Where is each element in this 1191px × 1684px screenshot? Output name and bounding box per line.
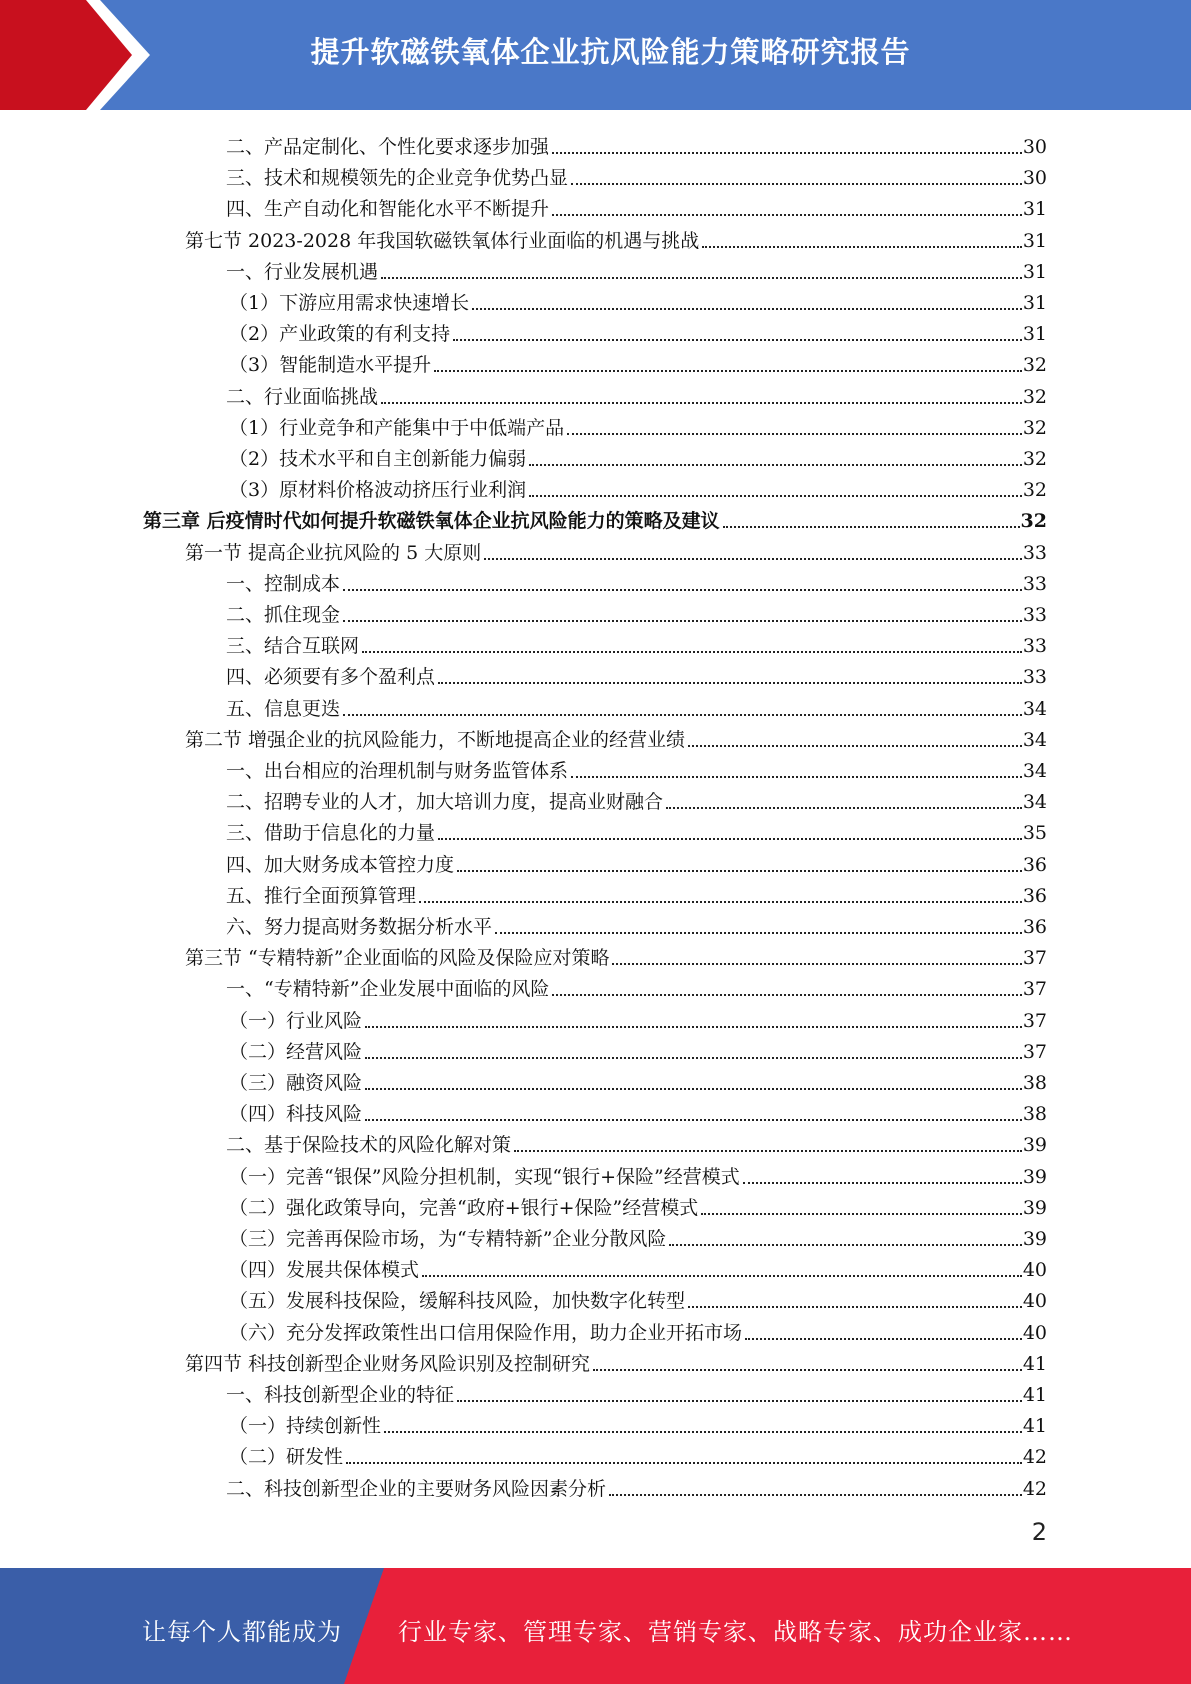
toc-entry-page: 38 <box>1022 1103 1047 1126</box>
toc-entry-page: 40 <box>1022 1321 1047 1344</box>
toc-leader-dots <box>609 1494 1022 1496</box>
toc-entry-page: 42 <box>1022 1477 1047 1500</box>
toc-entry-title: （三）融资风险 <box>229 1072 363 1094</box>
toc-leader-dots <box>438 682 1022 684</box>
toc-entry[interactable] <box>226 752 1047 783</box>
toc-entry-title: 四、生产自动化和智能化水平不断提升 <box>226 198 550 221</box>
toc-entry[interactable] <box>229 1064 1047 1095</box>
toc-leader-dots <box>666 807 1022 809</box>
toc-entry-title: （1）行业竞争和产能集中于中低端产品 <box>229 416 565 439</box>
toc-leader-dots <box>381 402 1022 404</box>
toc-entry-title: 第三节 “专精特新”企业面临的风险及保险应对策略 <box>185 947 610 970</box>
toc-entry[interactable] <box>229 284 1047 315</box>
toc-leader-dots <box>552 994 1021 996</box>
toc-entry-title: 二、科技创新型企业的主要财务风险因素分析 <box>226 1477 607 1500</box>
toc-entry-page: 31 <box>1022 198 1047 221</box>
toc-leader-dots <box>552 152 1022 154</box>
toc-leader-dots <box>567 433 1022 435</box>
toc-entry[interactable] <box>226 378 1047 409</box>
toc-leader-dots <box>453 339 1022 341</box>
toc-leader-dots <box>343 589 1022 591</box>
toc-leader-dots <box>422 1275 1022 1277</box>
toc-entry-title: 四、必须要有多个盈利点 <box>226 666 436 689</box>
toc-entry-page: 41 <box>1022 1352 1047 1375</box>
toc-leader-dots <box>365 1026 1022 1028</box>
toc-leader-dots <box>702 246 1022 248</box>
footer-slogan-right: 行业专家、管理专家、营销专家、战略专家、成功企业家…… <box>398 1618 1073 1646</box>
toc-entry-page: 32 <box>1022 354 1047 377</box>
toc-leader-dots <box>365 1057 1022 1059</box>
toc-entry-page: 33 <box>1022 635 1047 658</box>
toc-entry[interactable] <box>229 1251 1047 1282</box>
toc-entry-title: （2）产业政策的有利支持 <box>229 323 451 346</box>
toc-entry[interactable] <box>229 1220 1047 1251</box>
toc-entry-title: 第二节 增强企业的抗风险能力，不断地提高企业的经营业绩 <box>185 728 686 751</box>
toc-leader-dots <box>457 1400 1022 1402</box>
toc-entry-page: 37 <box>1022 1040 1047 1063</box>
toc-entry-title: （二）研发性 <box>229 1446 344 1469</box>
toc-entry-page: 40 <box>1022 1259 1047 1282</box>
toc-entry-title: 六、努力提高财务数据分析水平 <box>226 916 493 938</box>
toc-entry-title: 二、招聘专业的人才，加大培训力度，提高业财融合 <box>226 791 664 814</box>
toc-leader-dots <box>457 870 1022 872</box>
toc-leader-dots <box>571 776 1022 778</box>
toc-entry[interactable] <box>229 1189 1047 1220</box>
toc-entry[interactable] <box>229 471 1047 502</box>
toc-entry[interactable] <box>229 1438 1047 1469</box>
toc-entry-page: 38 <box>1022 1072 1047 1094</box>
toc-entry-title: （二）强化政策导向，完善“政府+银行+保险”经营模式 <box>229 1196 699 1219</box>
toc-entry-title: 第三章 后疫情时代如何提升软磁铁氧体企业抗风险能力的策略及建议 <box>143 510 720 533</box>
toc-entry-title: 三、结合互联网 <box>226 635 360 658</box>
toc-entry-page: 34 <box>1022 728 1047 751</box>
toc-entry-page: 33 <box>1022 572 1047 595</box>
toc-entry-page: 36 <box>1022 916 1047 938</box>
toc-entry[interactable] <box>226 658 1047 689</box>
toc-entry-page: 39 <box>1022 1134 1047 1157</box>
report-title: 提升软磁铁氧体企业抗风险能力策略研究报告 <box>310 35 911 69</box>
toc-entry[interactable] <box>226 128 1047 159</box>
toc-entry[interactable] <box>185 534 1047 565</box>
toc-entry[interactable] <box>229 1407 1047 1438</box>
toc-entry-title: （3）原材料价格波动挤压行业利润 <box>229 479 527 502</box>
toc-leader-dots <box>419 901 1022 903</box>
toc-entry[interactable] <box>185 222 1047 253</box>
toc-leader-dots <box>472 308 1022 310</box>
toc-entry-page: 32 <box>1022 479 1047 502</box>
toc-entry[interactable] <box>226 783 1047 814</box>
toc-leader-dots <box>688 745 1022 747</box>
toc-leader-dots <box>346 1462 1022 1464</box>
page-header <box>0 0 1191 110</box>
toc-entry[interactable] <box>229 440 1047 471</box>
toc-leader-dots <box>571 183 1022 185</box>
toc-entry-page: 41 <box>1022 1415 1047 1438</box>
toc-entry-page: 35 <box>1022 822 1047 845</box>
toc-entry-page: 33 <box>1022 541 1047 564</box>
toc-entry-page: 32 <box>1022 416 1047 439</box>
toc-entry-title: （六）充分发挥政策性出口信用保险作用，助力企业开拓市场 <box>229 1321 743 1344</box>
toc-entry-page: 39 <box>1022 1228 1047 1250</box>
toc-entry[interactable] <box>226 846 1047 877</box>
toc-entry-page: 31 <box>1022 323 1047 346</box>
toc-entry[interactable] <box>226 565 1047 596</box>
toc-entry[interactable] <box>143 502 1047 533</box>
toc-entry-title: （四）科技风险 <box>229 1103 363 1126</box>
toc-entry-title: 二、基于保险技术的风险化解对策 <box>226 1134 512 1157</box>
toc-leader-dots <box>529 464 1022 466</box>
toc-entry-title: 一、行业发展机遇 <box>226 260 379 283</box>
toc-entry-page: 30 <box>1022 136 1047 158</box>
toc-entry-page: 32 <box>1022 448 1047 470</box>
toc-entry-title: （三）完善再保险市场，为“专精特新”企业分散风险 <box>229 1228 667 1250</box>
toc-entry-page: 37 <box>1022 1009 1047 1032</box>
toc-entry-page: 32 <box>1020 510 1047 533</box>
toc-leader-dots <box>612 963 1021 965</box>
toc-entry-title: 三、技术和规模领先的企业竞争优势凸显 <box>226 167 569 190</box>
toc-entry[interactable] <box>226 253 1047 284</box>
toc-leader-dots <box>362 651 1022 653</box>
toc-entry-title: （二）经营风险 <box>229 1040 363 1063</box>
toc-entry-title: 一、科技创新型企业的特征 <box>226 1384 455 1406</box>
toc-entry[interactable] <box>226 690 1047 721</box>
toc-entry-page: 33 <box>1022 604 1047 626</box>
toc-entry[interactable] <box>226 814 1047 845</box>
toc-entry-title: 五、推行全面预算管理 <box>226 884 417 907</box>
toc-leader-dots <box>701 1213 1022 1215</box>
toc-entry-title: （3）智能制造水平提升 <box>229 354 432 377</box>
toc-entry-page: 34 <box>1022 791 1047 814</box>
toc-leader-dots <box>745 1338 1022 1340</box>
toc-entry-title: 第七节 2023-2028 年我国软磁铁氧体行业面临的机遇与挑战 <box>185 229 700 252</box>
toc-entry[interactable] <box>226 190 1047 221</box>
toc-entry-page: 40 <box>1022 1290 1047 1313</box>
toc-entry-title: 三、借助于信息化的力量 <box>226 822 436 845</box>
toc-entry-page: 30 <box>1022 167 1047 190</box>
toc-entry[interactable] <box>226 627 1047 658</box>
toc-entry-title: （1）下游应用需求快速增长 <box>229 292 470 314</box>
toc-entry[interactable] <box>185 939 1047 970</box>
toc-entry-title: 四、加大财务成本管控力度 <box>226 853 455 876</box>
toc-entry[interactable] <box>226 1376 1047 1407</box>
toc-entry[interactable] <box>229 315 1047 346</box>
toc-leader-dots <box>593 1369 1022 1371</box>
page-footer <box>0 1568 1191 1684</box>
toc-entry-title: （四）发展共保体模式 <box>229 1259 420 1282</box>
toc-leader-dots <box>495 932 1022 934</box>
toc-leader-dots <box>365 1088 1022 1090</box>
toc-entry-page: 34 <box>1022 760 1047 782</box>
toc-entry-title: 二、抓住现金 <box>226 604 341 626</box>
toc-entry-page: 41 <box>1022 1384 1047 1406</box>
toc-entry-page: 36 <box>1022 853 1047 876</box>
toc-entry[interactable] <box>226 877 1047 908</box>
toc-leader-dots <box>381 277 1022 279</box>
toc-entry[interactable] <box>229 1282 1047 1313</box>
toc-entry[interactable] <box>226 1126 1047 1157</box>
toc-entry-title: 二、行业面临挑战 <box>226 385 379 408</box>
toc-entry[interactable] <box>229 346 1047 377</box>
toc-entry-page: 34 <box>1022 697 1047 720</box>
toc-entry[interactable] <box>229 1033 1047 1064</box>
toc-entry-page: 31 <box>1022 260 1047 283</box>
toc-entry-page: 32 <box>1022 385 1047 408</box>
toc-entry-title: 一、出台相应的治理机制与财务监管体系 <box>226 760 569 782</box>
toc-entry[interactable] <box>229 1095 1047 1126</box>
toc-leader-dots <box>529 495 1022 497</box>
toc-entry-title: （一）行业风险 <box>229 1009 363 1032</box>
toc-entry-page: 33 <box>1022 666 1047 689</box>
toc-leader-dots <box>365 1119 1022 1121</box>
toc-entry[interactable] <box>226 970 1047 1001</box>
toc-leader-dots <box>552 214 1022 216</box>
toc-entry-page: 37 <box>1022 978 1047 1001</box>
toc-leader-dots <box>484 558 1022 560</box>
toc-leader-dots <box>438 838 1022 840</box>
toc-entry-title: （2）技术水平和自主创新能力偏弱 <box>229 448 527 470</box>
toc-entry[interactable] <box>226 908 1047 939</box>
toc-entry[interactable] <box>226 159 1047 190</box>
toc-leader-dots <box>514 1150 1022 1152</box>
toc-leader-dots <box>688 1306 1022 1308</box>
toc-entry-page: 31 <box>1022 292 1047 314</box>
footer-slogan-left: 让每个人都能成为 <box>142 1618 342 1646</box>
toc-entry[interactable] <box>229 1158 1047 1189</box>
toc-entry[interactable] <box>226 1470 1047 1501</box>
toc-leader-dots <box>723 526 1020 528</box>
toc-entry-page: 36 <box>1022 884 1047 907</box>
toc-entry-title: 第一节 提高企业抗风险的 5 大原则 <box>185 541 482 564</box>
toc-entry-title: （一）持续创新性 <box>229 1415 382 1438</box>
toc-leader-dots <box>743 1182 1022 1184</box>
toc-entry-title: 一、“专精特新”企业发展中面临的风险 <box>226 978 550 1001</box>
toc-leader-dots <box>384 1431 1022 1433</box>
page-number: 2 <box>1031 1518 1047 1546</box>
toc-entry-title: （一）完善“银保”风险分担机制，实现“银行+保险”经营模式 <box>229 1165 740 1188</box>
toc-entry-title: 五、信息更迭 <box>226 697 341 720</box>
toc-entry-title: 二、产品定制化、个性化要求逐步加强 <box>226 136 550 158</box>
toc-entry[interactable] <box>226 596 1047 627</box>
toc-leader-dots <box>343 714 1022 716</box>
toc-entry-page: 42 <box>1022 1446 1047 1469</box>
toc-entry[interactable] <box>229 1314 1047 1345</box>
toc-entry[interactable] <box>185 721 1047 752</box>
toc-entry[interactable] <box>185 1345 1047 1376</box>
toc-leader-dots <box>669 1244 1021 1246</box>
toc-entry-title: 第四节 科技创新型企业财务风险识别及控制研究 <box>185 1352 591 1375</box>
toc-entry[interactable] <box>229 409 1047 440</box>
toc-entry[interactable] <box>229 1002 1047 1033</box>
toc-entry-page: 39 <box>1022 1196 1047 1219</box>
toc-entry-page: 37 <box>1022 947 1047 970</box>
toc-entry-title: 一、控制成本 <box>226 572 341 595</box>
toc-entry-title: （五）发展科技保险，缓解科技风险，加快数字化转型 <box>229 1290 686 1313</box>
toc-entry-page: 31 <box>1022 229 1047 252</box>
toc-leader-dots <box>434 370 1022 372</box>
toc-entry-page: 39 <box>1022 1165 1047 1188</box>
toc-leader-dots <box>343 620 1022 622</box>
